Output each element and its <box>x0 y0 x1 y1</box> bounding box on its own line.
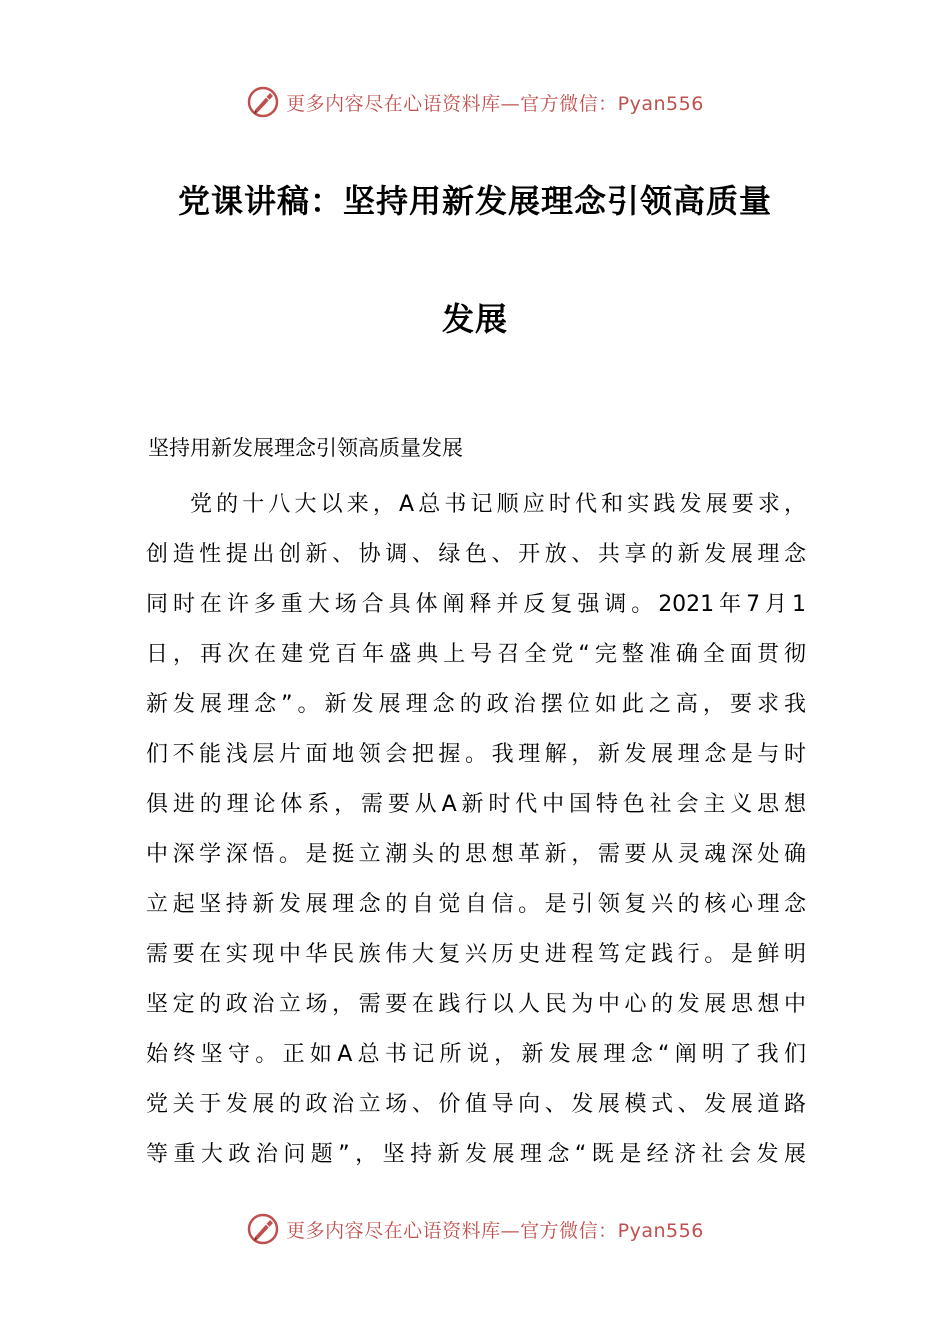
footer-watermark <box>0 1209 950 1249</box>
paragraph-line: 党的十八大以来，A总书记顺应时代和实践发展要求， <box>190 492 806 517</box>
paragraph-line: 们不能浅层片面地领会把握。我理解，新发展理念是与时 <box>146 742 806 767</box>
watermark-text: 更多内容尽在心语资料库—官方微信：Pyan556 <box>286 1219 704 1242</box>
subtitle: 坚持用新发展理念引领高质量发展 <box>148 436 463 460</box>
paragraph-line: 创造性提出创新、协调、绿色、开放、共享的新发展理念 <box>146 542 806 567</box>
wechat-id: Pyan556 <box>617 92 704 115</box>
paragraph-line: 日，再次在建党百年盛典上号召全党“完整准确全面贯彻 <box>146 642 806 667</box>
wechat-id: Pyan556 <box>617 1219 704 1242</box>
paragraph-line: 需要在实现中华民族伟大复兴历史进程笃定践行。是鲜明 <box>146 942 806 967</box>
paragraph-line: 等重大政治问题”，坚持新发展理念“既是经济社会发展 <box>146 1142 806 1167</box>
paragraph-line: 党关于发展的政治立场、价值导向、发展模式、发展道路 <box>146 1092 806 1117</box>
paragraph-line: 俱进的理论体系，需要从A新时代中国特色社会主义思想 <box>146 792 806 817</box>
paragraph-line: 立起坚持新发展理念的自觉自信。是引领复兴的核心理念 <box>146 892 806 917</box>
page-title-line-1: 党课讲稿：坚持用新发展理念引领高质量 <box>177 182 772 220</box>
pen-logo-icon <box>246 1212 280 1246</box>
watermark-text: 更多内容尽在心语资料库—官方微信：Pyan556 <box>286 92 704 115</box>
paragraph-line: 同时在许多重大场合具体阐释并反复强调。2021年7月1 <box>146 592 806 617</box>
paragraph-line: 新发展理念”。新发展理念的政治摆位如此之高，要求我 <box>146 692 806 717</box>
document-body <box>146 430 806 1180</box>
paragraph-line: 始终坚守。正如A总书记所说，新发展理念“阐明了我们 <box>146 1042 806 1067</box>
paragraph-line: 坚定的政治立场，需要在践行以人民为中心的发展思想中 <box>146 992 806 1017</box>
paragraph-line: 中深学深悟。是挺立潮头的思想革新，需要从灵魂深处确 <box>146 842 806 867</box>
page-title-line-2: 发展 <box>441 300 508 338</box>
pen-logo-icon <box>246 85 280 119</box>
header-watermark <box>0 82 950 122</box>
